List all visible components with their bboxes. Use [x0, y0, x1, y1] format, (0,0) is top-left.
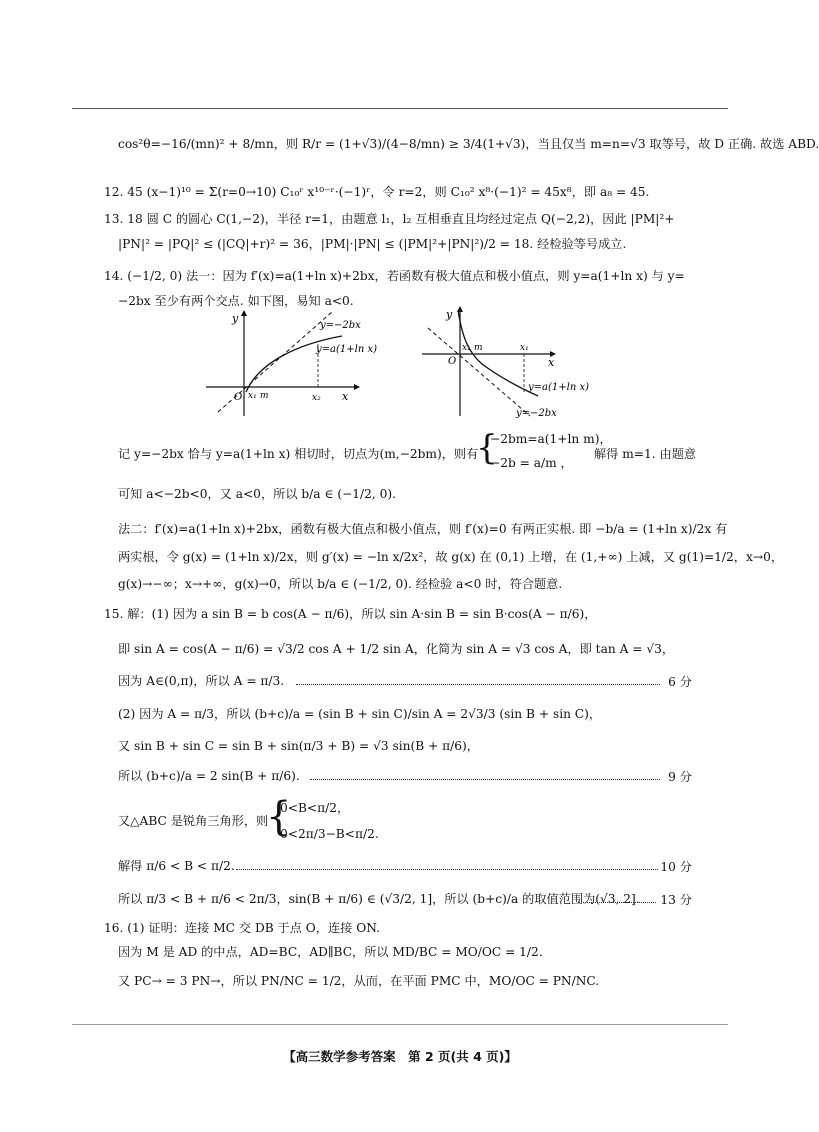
solution-15-line1: 15. 解：(1) 因为 a sin B = b cos(A − π/6)，所以 sin A·sin B = sin B·cos(A − π/6)，: [104, 607, 597, 621]
graph-right-curve-label: y=a(1+ln x): [528, 382, 589, 393]
solution-14-method2-line3: g(x)→−∞；x→+∞，g(x)→0，所以 b/a ∈ (−1/2, 0). 经检验 a<0 时，符合题意.: [118, 577, 563, 591]
dot-leader: [310, 779, 660, 780]
graph-left-y-label: y: [232, 312, 239, 325]
score-13: 13 分: [660, 893, 692, 907]
system-brace-14: {: [476, 428, 498, 468]
system-brace-15: {: [266, 794, 292, 840]
solution-15-line8: 解得 π/6 < B < π/2.: [118, 859, 235, 873]
system-15-ineq1: 0<B<π/2，: [280, 801, 350, 815]
system-14-eq2: −2b = a/m ，: [490, 456, 573, 470]
y-arrow: [241, 310, 247, 316]
graph-left-origin: O: [234, 392, 243, 403]
line-neg2bx: [428, 328, 530, 416]
graph-right-y-label: y: [446, 308, 453, 321]
graph-right-x1-near: x₁: [462, 343, 471, 353]
page-footer: 【高三数学参考答案 第 2 页(共 4 页)】: [283, 1049, 517, 1064]
footer-rule: [72, 1024, 728, 1025]
dot-leader: [296, 684, 660, 685]
system-15-ineq2: 0<2π/3−B<π/2.: [280, 827, 379, 841]
graph-right-origin: O: [448, 356, 457, 367]
solution-15-line2: 即 sin A = cos(A − π/6) = √3/2 cos A + 1/2 sin A，化简为 sin A = √3 cos A，即 tan A = √3，: [118, 642, 675, 656]
solution-14-line1: 14. (−1/2, 0) 法一：因为 f′(x)=a(1+ln x)+2bx，若函数有极大值点和极小值点，则 y=a(1+ln x) 与 y=: [104, 269, 685, 283]
graph-left-x1: x₁: [248, 391, 257, 401]
graph-right-line-label: y=−2bx: [516, 408, 557, 419]
solution-15-line6: 所以 (b+c)/a = 2 sin(B + π/6).: [118, 769, 300, 783]
solution-11-end: cos²θ=−16/(mn)² + 8/mn，则 R/r = (1+√3)/(4−8/mn) ≥ 3/4(1+√3)，当且仅当 m=n=√3 取等号，故 D 正确. 故选 ABD.: [118, 137, 819, 151]
graph-left-x2: x₂: [312, 393, 321, 403]
graph-left-line-label: y=−2bx: [320, 320, 361, 331]
score-9: 9 分: [668, 770, 692, 784]
solution-14-method2-line2: 两实根，令 g(x) = (1+ln x)/2x，则 g′(x) = −ln x/2x²，故 g(x) 在 (0,1) 上增，在 (1,+∞) 上减，又 g(1)=1/2，x→0，: [118, 550, 784, 564]
solution-14-line2: −2bx 至少有两个交点. 如下图，易知 a<0.: [118, 294, 354, 308]
solution-14-method2-line1: 法二：f′(x)=a(1+ln x)+2bx，函数有极大值点和极小值点，则 f′(x)=0 有两正实根. 即 −b/a = (1+ln x)/2x 有: [118, 522, 728, 536]
dot-leader: [578, 902, 656, 903]
graph-left-m: m: [260, 391, 269, 401]
dot-leader: [236, 869, 658, 870]
graph-right-x-label: x: [548, 356, 555, 369]
solution-13-line1: 13. 18 圆 C 的圆心 C(1,−2)，半径 r=1，由题意 l₁，l₂ 互相垂直且均经过定点 Q(−2,2)，因此 |PM|²+: [104, 212, 675, 226]
solution-15-line7: 又△ABC 是锐角三角形，则: [118, 814, 269, 828]
graph-right-x1-far: x₁: [520, 343, 529, 353]
x-arrow: [354, 384, 360, 390]
score-10: 10 分: [660, 860, 692, 874]
curve-a-1-lnx: [458, 310, 538, 396]
solution-16-line3: 又 PC→ = 3 PN→，所以 PN/NC = 1/2，从而，在平面 PMC 中，MO/OC = PN/NC.: [118, 974, 600, 988]
solution-12: 12. 45 (x−1)¹⁰ = Σ(r=0→10) C₁₀ʳ x¹⁰⁻ʳ·(−1)ʳ，令 r=2，则 C₁₀² x⁸·(−1)² = 45x⁸，即 a₈ = 45.: [104, 185, 650, 199]
solution-13-line2: |PN|² = |PQ|² ≤ (|CQ|+r)² = 36，|PM|·|PN| ≤ (|PM|²+|PN|²)/2 = 18. 经检验等号成立.: [118, 237, 627, 251]
solution-15-line4: (2) 因为 A = π/3，所以 (b+c)/a = (sin B + sin C)/sin A = 2√3/3 (sin B + sin C)，: [118, 707, 602, 721]
graph-left-curve-label: y=a(1+ln x): [316, 344, 377, 355]
solution-14-line3: 记 y=−2bx 恰与 y=a(1+ln x) 相切时，切点为(m,−2bm)，则有: [118, 447, 479, 461]
solution-14-line3-end: 解得 m=1. 由题意: [594, 447, 697, 461]
solution-16-line1: 16. (1) 证明：连接 MC 交 DB 于点 O，连接 ON.: [104, 921, 380, 935]
solution-16-line2: 因为 M 是 AD 的中点，AD=BC，AD∥BC，所以 MD/BC = MO/OC = 1/2.: [118, 945, 543, 959]
graph-left: [204, 308, 377, 418]
score-6: 6 分: [668, 675, 692, 689]
solution-15-line3: 因为 A∈(0,π)，所以 A = π/3.: [118, 674, 285, 688]
solution-15-line5: 又 sin B + sin C = sin B + sin(π/3 + B) = √3 sin(B + π/6)，: [118, 739, 479, 753]
solution-15-line9: 所以 π/3 < B + π/6 < 2π/3，sin(B + π/6) ∈ (√3/2, 1]，所以 (b+c)/a 的取值范围为(√3, 2].: [118, 892, 640, 906]
top-rule: [72, 108, 728, 109]
solution-14-line4: 可知 a<−2b<0，又 a<0，所以 b/a ∈ (−1/2, 0).: [118, 487, 397, 501]
graph-right: [420, 306, 589, 420]
graph-right-m: m: [474, 343, 483, 353]
system-14-eq1: −2bm=a(1+ln m)，: [490, 432, 612, 446]
graph-left-x-label: x: [342, 390, 349, 403]
